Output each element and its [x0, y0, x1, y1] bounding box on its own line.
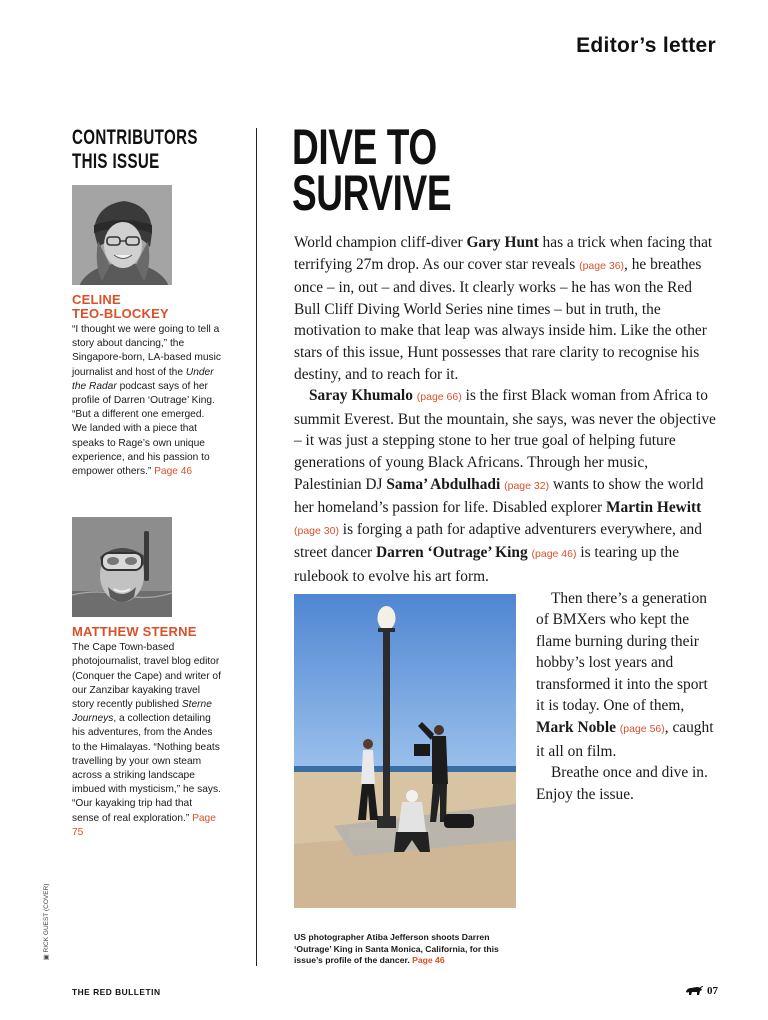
bio-italic: Sterne Journeys: [72, 699, 212, 725]
person-name: Saray Khumalo: [309, 387, 413, 405]
text: World champion cliff-diver: [294, 234, 467, 251]
person-name: Darren ‘Outrage’ King: [376, 544, 528, 562]
contributor-name-line2: TEO-BLOCKEY: [72, 306, 169, 321]
page-reference-link[interactable]: (page 32): [504, 479, 550, 492]
page-reference-link[interactable]: (page 46): [531, 548, 577, 561]
footer-brand: THE RED BULLETIN: [72, 987, 161, 997]
page-reference-link[interactable]: (page 66): [416, 391, 462, 404]
photo-credit-text: RICK GUEST (COVER): [43, 883, 50, 953]
article-body: [294, 232, 718, 908]
text: has a trick when facing that terrifying 27m drop. As our cover star reveals: [294, 234, 713, 273]
text: is the first Black woman from Africa to summit Everest. But the mountain, she says, was never the objective – it was just a stepping stone to her true goal of helping future generations of young Black Africans. Through her music, Palestinian DJ: [294, 387, 716, 493]
page-reference-link[interactable]: Page 46: [412, 955, 445, 965]
text: Breathe once and dive in. Enjoy the issue.: [536, 764, 708, 803]
page-number: [685, 985, 718, 997]
page-reference-link[interactable]: Page 46: [154, 466, 193, 478]
bio-text: , a collection detailing his adventures, from the Andes to the Himalayas. “Nothing beats travelling by your own steam across a striking landscape imbued with mysticism,” he says. “Our kayaking trip had that sense of real exploration.”: [72, 713, 221, 824]
text: , he breathes once – in, out – and dives. It clearly works – he has won the Red Bull Cliff Diving World Series nine times – but in truth, the motivation to make that leap was always inside him. Like the other stars of this issue, Hunt possesses that rare clarity to recognise his destiny, and to reach for it.: [294, 255, 707, 383]
text: , caught it all on film.: [536, 719, 714, 760]
column-divider: [256, 128, 257, 966]
contributor-bio: [72, 641, 222, 840]
bio-text: “I thought we were going to tell a story about dancing,” the Singapore-born, LA-based music journalist and host of the: [72, 324, 221, 378]
portrait-matthew: [72, 517, 172, 617]
headline-line1: DIVE TO: [292, 119, 437, 175]
article-photo: [294, 594, 516, 908]
contributors-sidebar: [72, 126, 222, 840]
contributors-heading: [72, 126, 216, 174]
person-name: Sama’ Abdulhadi: [386, 475, 501, 493]
contributor-bio: [72, 323, 222, 479]
contributor-name: MATTHEW STERNE: [72, 624, 197, 640]
section-title: Editor’s letter: [576, 34, 716, 57]
text: Then there’s a generation of BMXers who kept the flame burning during their hobby’s lost years and transformed it into the sport it is today. One of them,: [536, 589, 708, 715]
camera-icon: ▣: [43, 954, 50, 961]
caption-text: US photographer Atiba Jefferson shoots Darren ‘Outrage’ King in Santa Monica, California, for this issue’s profile of the dancer.: [294, 932, 499, 965]
page-reference-link[interactable]: Page 75: [72, 812, 216, 838]
photo-credit: [36, 882, 48, 966]
headline-line2: SURVIVE: [292, 165, 452, 221]
contributor-name: [72, 293, 222, 321]
article-headline: [292, 119, 514, 221]
bio-text: The Cape Town-based photojournalist, travel blog editor (Conquer the Cape) and writer of our Zanzibar kayaking travel story recently published: [72, 642, 221, 711]
page-reference-link[interactable]: (page 56): [619, 723, 665, 736]
page-number-text: 07: [707, 985, 718, 997]
text: is tearing up the rulebook to evolve his art form.: [294, 544, 680, 585]
bull-icon: [685, 986, 703, 996]
portrait-celine: [72, 185, 172, 285]
person-name: Mark Noble: [536, 719, 616, 737]
contributors-heading-line2: THIS ISSUE: [72, 150, 160, 173]
contributor-name-line1: CELINE: [72, 292, 121, 307]
paragraph: [294, 232, 718, 385]
text: wants to show the world her homeland’s passion for life. Disabled explorer: [294, 475, 704, 517]
paragraph: [294, 385, 718, 587]
bio-italic: Under the Radar: [72, 366, 214, 392]
person-name: Martin Hewitt: [606, 499, 702, 517]
photo-caption: [294, 932, 519, 967]
contributors-heading-line1: CONTRIBUTORS: [72, 126, 198, 149]
text: is forging a path for adaptive adventurers everywhere, and street dancer: [294, 520, 702, 562]
page-reference-link[interactable]: (page 30): [294, 524, 339, 537]
person-name: Gary Hunt: [466, 234, 539, 251]
page-reference-link[interactable]: (page 36): [579, 259, 625, 272]
bio-text: podcast says of her profile of Darren ‘Outrage’ King. “But a different one emerged. We landed with a piece that speaks to Rage’s own unique experience, and his passion to empower others.”: [72, 380, 215, 478]
